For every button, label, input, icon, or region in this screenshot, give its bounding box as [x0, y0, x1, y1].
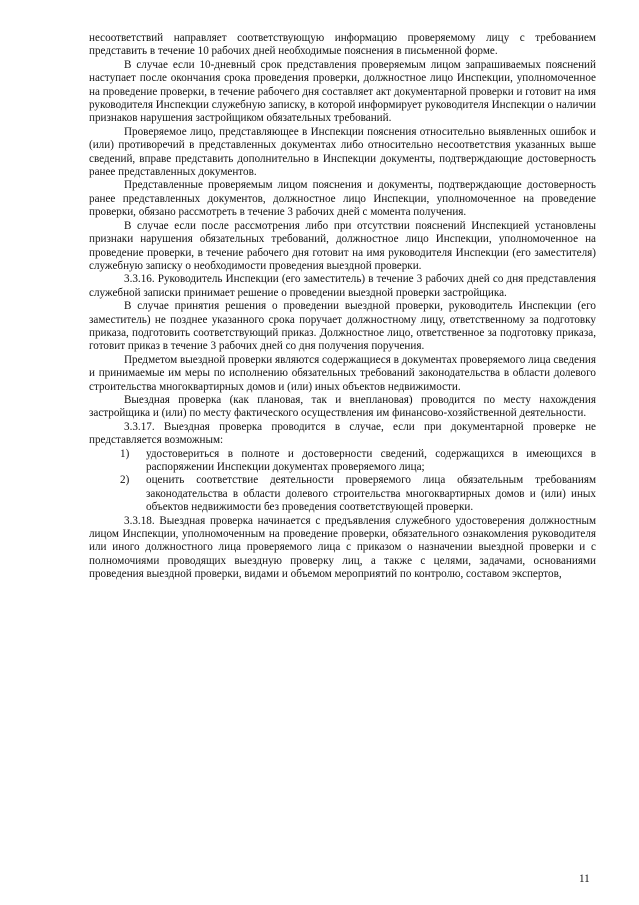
paragraph-additional-documents: Проверяемое лицо, представляющее в Инспекции пояснения относительно выявленных ошибок и (или) противоречий в представленных документах либо относительно несоответствия указанных выше сведений, вправе представить дополнительно в Инспекции документы, подтверждающие достоверность ранее представленных документов. — [89, 125, 596, 179]
paragraph-inspection-location: Выездная проверка (как плановая, так и внеплановая) проводится по месту нахождения застройщика и (или) по месту фактического осуществления им финансово-хозяйственной деятельности. — [89, 393, 596, 420]
paragraph-3-3-18: 3.3.18. Выездная проверка начинается с предъявления служебного удостоверения должностным лицом Инспекции, уполномоченным на проведение проверки, обязательного ознакомления руководителя или иного должностного лица проверяемого лица с приказом о назначении выездной проверки и с полномочиями проводящих выездную проверку лиц, а также с целями, задачами, основаниями проведения выездной проверки, видами и объемом мероприятий по контролю, составом экспертов, — [89, 514, 596, 581]
page-number: 11 — [579, 873, 590, 885]
list-item-number: 2) — [120, 474, 130, 487]
paragraph-review-documents: Представленные проверяемым лицом пояснения и документы, подтверждающие достоверность ранее представленных документов, должностное лицо Инспекции, уполномоченное на проведение проверки, обязано рассмотреть в течение 3 рабочих дней с момента получения. — [89, 179, 596, 219]
list-item — [89, 448, 596, 475]
paragraph-inspection-subject: Предметом выездной проверки являются содержащиеся в документах проверяемого лица сведения и принимаемые им меры по исполнению обязательных требований законодательства в области долевого строительства многоквартирных домов и (или) иных объектов недвижимости. — [89, 353, 596, 393]
list-item-text: удостовериться в полноте и достоверности сведений, содержащихся в имеющихся в распоряжении Инспекции документах проверяемого лица; — [146, 447, 596, 473]
list-item-text: оценить соответствие деятельности проверяемого лица обязательным требованиям законодательства в области долевого строительства многоквартирных домов и (или) иных объектов недвижимости без проведения соответствующей проверки. — [146, 474, 596, 514]
impossible-conditions-list — [89, 448, 596, 515]
paragraph-3-3-17: 3.3.17. Выездная проверка проводится в случае, если при документарной проверке не представляется возможным: — [89, 420, 596, 447]
paragraph-late-explanations: В случае если 10-дневный срок представления проверяемым лицом запрашиваемых пояснений наступает после окончания срока проведения проверки, должностное лицо Инспекции, уполномоченное на проведение проверки, в течение рабочего дня составляет акт документарной проверки и готовит на имя руководителя Инспекции служебную записку, в которой информирует руководителя Инспекции о наличии признаков нарушения застройщиком обязательных требований. — [89, 58, 596, 125]
paragraph-order-preparation: В случае принятия решения о проведении выездной проверки, руководитель Инспекции (его заместитель) не позднее указанного срока поручает должностному лицу, ответственному за подготовку приказа, подготовить соответствующий приказ. Должностное лицо, ответственное за подготовку приказа, готовит приказ в течение 3 рабочих дней со дня получения поручения. — [89, 300, 596, 353]
paragraph-continuation: несоответствий направляет соответствующую информацию проверяемому лицу с требованием представить в течение 10 рабочих дней необходимые пояснения в письменной форме. — [89, 32, 596, 58]
document-body — [89, 32, 596, 582]
list-item-number: 1) — [120, 447, 130, 460]
paragraph-violation-signs: В случае если после рассмотрения либо при отсутствии пояснений Инспекцией установлены признаки нарушения обязательных требований, должностное лицо Инспекции, уполномоченное на проведение проверки, в течение рабочего дня готовит на имя руководителя Инспекции (его заместителя) служебную записку о необходимости проведения выездной проверки. — [89, 219, 596, 272]
paragraph-3-3-16: 3.3.16. Руководитель Инспекции (его заместитель) в течение 3 рабочих дней со дня представления служебной записки принимает решение о проведении выездной проверки застройщика. — [89, 273, 596, 299]
list-item — [89, 474, 596, 514]
